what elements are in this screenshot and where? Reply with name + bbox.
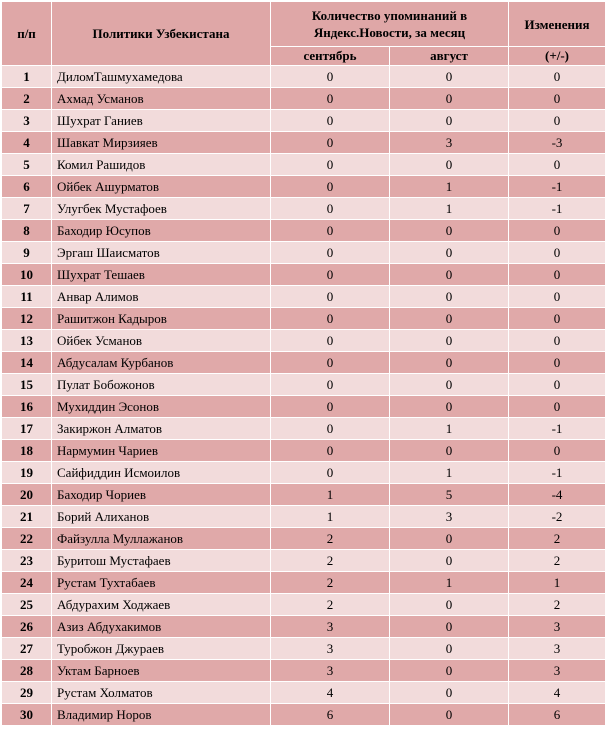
mentions-change: 3	[509, 660, 606, 682]
politician-name: Борий Алиханов	[52, 506, 271, 528]
september-mentions: 0	[271, 220, 390, 242]
august-mentions: 0	[390, 638, 509, 660]
header-mentions: Количество упоминаний в Яндекс.Новости, за месяц	[271, 2, 509, 47]
politician-name: Абдурахим Ходжаев	[52, 594, 271, 616]
mentions-change: 2	[509, 550, 606, 572]
august-mentions: 0	[390, 220, 509, 242]
mentions-change: 4	[509, 682, 606, 704]
mentions-change: 0	[509, 220, 606, 242]
mentions-change: 0	[509, 242, 606, 264]
politician-name: Рустам Тухтабаев	[52, 572, 271, 594]
august-mentions: 0	[390, 308, 509, 330]
politician-name: Мухиддин Эсонов	[52, 396, 271, 418]
august-mentions: 3	[390, 506, 509, 528]
september-mentions: 0	[271, 66, 390, 88]
mentions-change: -1	[509, 176, 606, 198]
politician-name: Шавкат Мирзияев	[52, 132, 271, 154]
august-mentions: 0	[390, 242, 509, 264]
september-mentions: 0	[271, 352, 390, 374]
row-number: 30	[2, 704, 52, 726]
august-mentions: 0	[390, 88, 509, 110]
row-number: 16	[2, 396, 52, 418]
politician-name: Файзулла Муллажанов	[52, 528, 271, 550]
september-mentions: 0	[271, 154, 390, 176]
row-number: 19	[2, 462, 52, 484]
august-mentions: 5	[390, 484, 509, 506]
september-mentions: 6	[271, 704, 390, 726]
august-mentions: 0	[390, 528, 509, 550]
table-row	[2, 110, 606, 132]
mentions-change: 0	[509, 396, 606, 418]
mentions-change: 0	[509, 374, 606, 396]
mentions-change: 0	[509, 154, 606, 176]
mentions-change: 0	[509, 88, 606, 110]
table-row	[2, 264, 606, 286]
politician-name: Рашитжон Кадыров	[52, 308, 271, 330]
september-mentions: 0	[271, 110, 390, 132]
row-number: 27	[2, 638, 52, 660]
politician-name: Анвар Алимов	[52, 286, 271, 308]
politician-name: Ойбек Ашурматов	[52, 176, 271, 198]
table-row	[2, 440, 606, 462]
header-september: сентябрь	[271, 47, 390, 66]
august-mentions: 0	[390, 374, 509, 396]
september-mentions: 1	[271, 506, 390, 528]
row-number: 25	[2, 594, 52, 616]
row-number: 12	[2, 308, 52, 330]
september-mentions: 2	[271, 594, 390, 616]
table-row	[2, 572, 606, 594]
row-number: 11	[2, 286, 52, 308]
politician-name: Ахмад Усманов	[52, 88, 271, 110]
row-number: 26	[2, 616, 52, 638]
table-row	[2, 506, 606, 528]
politician-name: Буритош Мустафаев	[52, 550, 271, 572]
politician-name: ДиломТашмухамедова	[52, 66, 271, 88]
mentions-change: 2	[509, 528, 606, 550]
mentions-change: 0	[509, 308, 606, 330]
row-number: 8	[2, 220, 52, 242]
table-row	[2, 220, 606, 242]
september-mentions: 0	[271, 132, 390, 154]
mentions-change: 1	[509, 572, 606, 594]
row-number: 29	[2, 682, 52, 704]
row-number: 6	[2, 176, 52, 198]
row-number: 20	[2, 484, 52, 506]
september-mentions: 0	[271, 198, 390, 220]
politicians-mentions-table	[1, 1, 606, 726]
politician-name: Абдусалам Курбанов	[52, 352, 271, 374]
mentions-change: 0	[509, 110, 606, 132]
header-august: август	[390, 47, 509, 66]
august-mentions: 1	[390, 572, 509, 594]
politician-name: Ойбек Усманов	[52, 330, 271, 352]
september-mentions: 0	[271, 88, 390, 110]
mentions-change: -3	[509, 132, 606, 154]
politician-name: Комил Рашидов	[52, 154, 271, 176]
september-mentions: 3	[271, 638, 390, 660]
september-mentions: 1	[271, 484, 390, 506]
september-mentions: 0	[271, 242, 390, 264]
mentions-change: -2	[509, 506, 606, 528]
august-mentions: 0	[390, 682, 509, 704]
mentions-change: -1	[509, 198, 606, 220]
table-row	[2, 660, 606, 682]
august-mentions: 3	[390, 132, 509, 154]
mentions-change: 0	[509, 440, 606, 462]
august-mentions: 0	[390, 330, 509, 352]
mentions-change: 0	[509, 66, 606, 88]
header-change-sub: (+/-)	[509, 47, 606, 66]
august-mentions: 0	[390, 550, 509, 572]
politician-name: Сайфиддин Исмоилов	[52, 462, 271, 484]
politician-name: Эргаш Шаисматов	[52, 242, 271, 264]
politician-name: Туробжон Джураев	[52, 638, 271, 660]
table-row	[2, 484, 606, 506]
table-row	[2, 462, 606, 484]
politician-name: Баходир Чориев	[52, 484, 271, 506]
table-row	[2, 330, 606, 352]
september-mentions: 4	[271, 682, 390, 704]
september-mentions: 3	[271, 660, 390, 682]
mentions-change: 0	[509, 286, 606, 308]
august-mentions: 1	[390, 198, 509, 220]
september-mentions: 0	[271, 330, 390, 352]
row-number: 4	[2, 132, 52, 154]
table-row	[2, 594, 606, 616]
mentions-change: 6	[509, 704, 606, 726]
august-mentions: 0	[390, 264, 509, 286]
table-row	[2, 154, 606, 176]
header-change: Изменения	[509, 2, 606, 47]
politician-name: Шухрат Тешаев	[52, 264, 271, 286]
august-mentions: 0	[390, 396, 509, 418]
politician-name: Улугбек Мустафоев	[52, 198, 271, 220]
row-number: 1	[2, 66, 52, 88]
table-row	[2, 176, 606, 198]
mentions-change: 3	[509, 616, 606, 638]
august-mentions: 0	[390, 660, 509, 682]
august-mentions: 1	[390, 176, 509, 198]
august-mentions: 0	[390, 594, 509, 616]
table-row	[2, 132, 606, 154]
table-row	[2, 704, 606, 726]
september-mentions: 2	[271, 528, 390, 550]
table-body	[2, 66, 606, 726]
table-row	[2, 286, 606, 308]
table-row	[2, 528, 606, 550]
september-mentions: 2	[271, 550, 390, 572]
august-mentions: 0	[390, 110, 509, 132]
table-row	[2, 396, 606, 418]
september-mentions: 0	[271, 462, 390, 484]
row-number: 23	[2, 550, 52, 572]
september-mentions: 0	[271, 264, 390, 286]
row-number: 21	[2, 506, 52, 528]
september-mentions: 0	[271, 308, 390, 330]
row-number: 28	[2, 660, 52, 682]
row-number: 13	[2, 330, 52, 352]
politician-name: Рустам Холматов	[52, 682, 271, 704]
politician-name: Закиржон Алматов	[52, 418, 271, 440]
table-row	[2, 198, 606, 220]
mentions-change: -4	[509, 484, 606, 506]
header-number: п/п	[2, 2, 52, 66]
table-row	[2, 308, 606, 330]
mentions-change: 0	[509, 264, 606, 286]
september-mentions: 3	[271, 616, 390, 638]
politician-name: Баходир Юсупов	[52, 220, 271, 242]
row-number: 18	[2, 440, 52, 462]
september-mentions: 0	[271, 374, 390, 396]
row-number: 5	[2, 154, 52, 176]
table-row	[2, 242, 606, 264]
politician-name: Нармумин Чариев	[52, 440, 271, 462]
september-mentions: 0	[271, 176, 390, 198]
row-number: 3	[2, 110, 52, 132]
table-row	[2, 616, 606, 638]
august-mentions: 0	[390, 154, 509, 176]
table-row	[2, 374, 606, 396]
row-number: 22	[2, 528, 52, 550]
table-row	[2, 418, 606, 440]
september-mentions: 2	[271, 572, 390, 594]
mentions-change: 2	[509, 594, 606, 616]
mentions-change: 0	[509, 352, 606, 374]
table-row	[2, 88, 606, 110]
row-number: 15	[2, 374, 52, 396]
september-mentions: 0	[271, 286, 390, 308]
mentions-change: -1	[509, 462, 606, 484]
september-mentions: 0	[271, 418, 390, 440]
august-mentions: 0	[390, 440, 509, 462]
august-mentions: 0	[390, 286, 509, 308]
politician-name: Владимир Норов	[52, 704, 271, 726]
row-number: 10	[2, 264, 52, 286]
politician-name: Шухрат Ганиев	[52, 110, 271, 132]
politician-name: Пулат Бобожонов	[52, 374, 271, 396]
politician-name: Уктам Барноев	[52, 660, 271, 682]
august-mentions: 0	[390, 616, 509, 638]
mentions-change: 3	[509, 638, 606, 660]
header-politicians: Политики Узбекистана	[52, 2, 271, 66]
august-mentions: 1	[390, 418, 509, 440]
table-row	[2, 682, 606, 704]
row-number: 24	[2, 572, 52, 594]
august-mentions: 0	[390, 66, 509, 88]
mentions-change: 0	[509, 330, 606, 352]
table-row	[2, 352, 606, 374]
row-number: 2	[2, 88, 52, 110]
august-mentions: 0	[390, 704, 509, 726]
row-number: 7	[2, 198, 52, 220]
september-mentions: 0	[271, 396, 390, 418]
politician-name: Азиз Абдухакимов	[52, 616, 271, 638]
row-number: 14	[2, 352, 52, 374]
row-number: 17	[2, 418, 52, 440]
september-mentions: 0	[271, 440, 390, 462]
mentions-change: -1	[509, 418, 606, 440]
august-mentions: 0	[390, 352, 509, 374]
row-number: 9	[2, 242, 52, 264]
table-row	[2, 550, 606, 572]
table-row	[2, 638, 606, 660]
table-row	[2, 66, 606, 88]
august-mentions: 1	[390, 462, 509, 484]
